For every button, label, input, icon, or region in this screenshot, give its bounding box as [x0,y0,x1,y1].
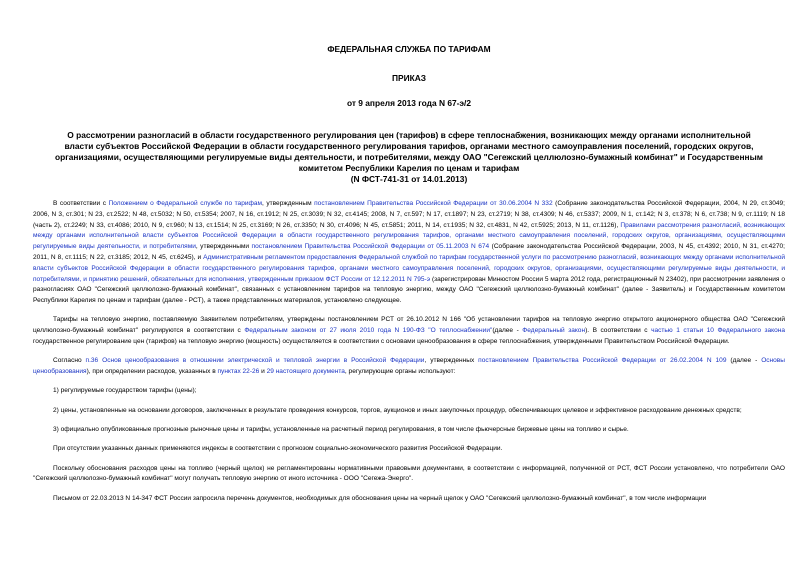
document-date-number: от 9 апреля 2013 года N 67-э/2 [346,98,472,108]
document-body [33,199,785,505]
link-point-29[interactable]: 29 настоящего документа [266,368,345,376]
document-type: ПРИКАЗ [391,73,427,83]
text-fragment: , утвержденными [195,243,252,251]
text-fragment: ). В соответствии с [585,327,652,335]
text-fragment: В соответствии с [53,200,109,207]
text-fragment: ), при определении расходов, указанных в [86,368,218,376]
link-fst-regulation[interactable]: Положением о Федеральной службе по тарифам [108,200,263,207]
link-points-22-26[interactable]: пунктах 22-26 [217,368,260,376]
link-administrative-regulation[interactable]: Административным регламентом предоставления Федеральной службой по тарифам государственной услуги по рассмотрению разногласий, возникающих между органами исполнительной власти субъектов Российской Федерации в области государственного регулирования тарифов, органами местного самоуправления поселений, городских округов, организациями, осуществляющими регулируемые виды деятельности, и потребителями, и принятию решений, обязательных для исполнения, утвержденным приказом ФСТ России от 12.12.2011 N 795-э [33,253,785,283]
link-government-decree-674[interactable]: постановлением Правительства Российской Федерации от 05.11.2003 N 674 [251,243,490,251]
text-fragment: Согласно [53,357,86,365]
document-title-text: О рассмотрении разногласий в области государственного регулирования цен (тарифов) в сфере теплоснабжения, возникающих между органами исполнительной власти субъектов Российской Федерации в области государственного регулирования тарифов, органами местного самоуправления поселений, городских округов, организациями, осуществляющими регулируемые виды деятельности, и потребителями, между ОАО "Сегежский целлюлозно-бумажный комбинат" и Государственным комитетом Республики Карелия по ценам и тарифам [55,130,763,173]
link-dispute-rules[interactable]: Правилами рассмотрения разногласий, возникающих между органами исполнительной власти субъектов Российской Федерации в области государственного регулирования тарифов, органами местного самоуправления поселений, городских округов, организациями, осуществляющими регулируемые виды деятельности, и потребителями [33,221,786,251]
link-federal-law[interactable]: Федеральный закон [522,327,586,335]
text-fragment: , утвержденных [424,357,479,365]
paragraph-indices: При отсутствии указанных данных применяются индексы в соответствии с прогнозом социально-экономического развития Российской Федерации. [53,445,503,453]
link-government-decree-332[interactable]: постановлением Правительства Российской Федерации от 30.06.2004 N 332 [314,200,553,207]
paragraph-pricing-basics [33,356,785,378]
text-fragment: (далее - [726,357,762,365]
link-pricing-basics[interactable]: Основы ценообразования [33,357,785,376]
paragraph-list-item-1: 1) регулируемые государством тарифы (цены); [53,387,197,395]
paragraph-legal-basis [33,199,785,307]
paragraph-tariffs [33,315,785,347]
text-fragment: , утвержденным [262,200,315,207]
paragraph-fuel-costs: Поскольку обоснования расходов цены на топливо (черный щелок) не регламентированы нормативными правовыми документами, в соответствии с информацией, полученной от РСТ, ФСТ России установлено, что потребители ОАО "Сегежский целлюлозно-бумажный комбинат" могут получать тепловую энергию от иного источника - ООО "Сегежа-Энерго". [33,464,785,483]
link-article-10[interactable]: частью 1 статьи 10 Федерального закона [651,327,786,335]
link-pricing-basics-p36[interactable]: п.36 Основ ценообразования в отношении электрической и тепловой энергии в Российской Федерации [85,357,425,365]
paragraph-list-item-2: 2) цены, установленные на основании договоров, заключенных в результате проведения конкурсов, торгов, аукционов и иных закупочных процедур, обеспечивающих целевое и эффективное расходование денежных средств; [53,406,742,414]
agency-name: ФЕДЕРАЛЬНАЯ СЛУЖБА ПО ТАРИФАМ [327,44,491,54]
text-fragment: , регулирующие органы используют: [344,368,456,376]
text-fragment: (зарегистрирован Минюстом России 5 марта 2012 года, регистрационный N 23402), при рассмотрении заявления о разногласиях ОАО "Сегежский целлюлозно-бумажный комбинат", связанных с установлением тарифов на тепловую энергию, между ОАО "Сегежский целлюлозно-бумажный комбинат" (далее - Заявитель) и Государственным комитетом Республики Карелия по ценам и тарифам (далее - РСТ), а также представленных материалов, установлено следующее. [33,275,785,305]
text-fragment: и [259,368,267,376]
text-fragment: государственное регулирование цен (тарифов) на тепловую энергию (мощность) осуществляется в соответствии с основами ценообразования в сфере теплоснабжения, утвержденными Правительством Российской Федерации. [33,338,730,346]
text-fragment: (Собрание законодательства Российской Федерации, 2004, N 29, ст.3049; 2006, N 3, ст.301; N 23, ст.2522; N 48, ст.5032; N 50, ст.5354; 2007, N 16, ст.1912; N 25, ст.3039; N 32, ст.4145; 2008, N 7, ст.597; N 17, ст.1897; N 23, ст.2719; N 38, ст.4309; N 46, ст.5337; 2009, N 1, ст.142; N 3, ст.378; N 6, ст.738; N 9, ст.1119; N 18 (часть 2), ст.2249; N 33, ст.4086; 2010, N 9, ст.960; N 13, ст.1514; N 25, ст.3169; N 26, ст.3350; N 30, ст.4096; N 45, ст.5851; 2011, N 14, ст.1935; N 32, ст.4831, N 42, ст.5925; 2013, N 11, ст.1126), [33,200,785,229]
document-title-ref: (N ФСТ-741-31 от 14.01.2013) [350,174,468,184]
paragraph-letter: Письмом от 22.03.2013 N 14-347 ФСТ России запросила перечень документов, необходимых для обоснования цены на черный щелок у ОАО "Сегежский целлюлозно-бумажный комбинат", в том числе информации [53,494,707,502]
document-title [53,130,765,185]
text-fragment: (далее - [492,327,523,335]
link-federal-law-190[interactable]: Федеральным законом от 27 июля 2010 года N 190-ФЗ "О теплоснабжении" [244,327,493,335]
text-fragment: Тарифы на тепловую энергию, поставляемую Заявителем потребителям, утверждены постановлением РСТ от 26.10.2012 N 166 "Об установлении тарифов на тепловую энергию открытого акционерного общества ОАО "Сегежский целлюлозно-бумажный комбинат" регулируются в соответствии с [33,316,785,335]
link-government-decree-109[interactable]: постановлением Правительства Российской Федерации от 26.02.2004 N 109 [478,357,727,365]
text-fragment: (Собрание законодательства Российской Федерации, 2003, N 45, ст.4392; 2010, N 31, ст.4270; 2011, N 8, ст.1115; N 22, ст.3185; 2012, N 45, ст.6245), и [33,243,786,261]
paragraph-list-item-3: 3) официально опубликованные прогнозные рыночные цены и тарифы, установленные на расчетный период регулирования, в том числе фьючерсные биржевые цены на топливо и сырье. [53,426,629,434]
